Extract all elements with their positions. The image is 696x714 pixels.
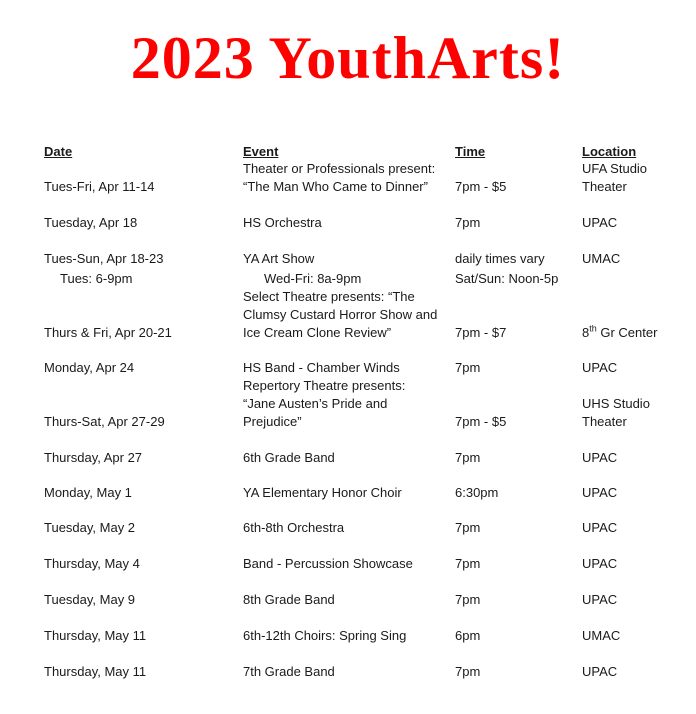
row-date: Thurs-Sat, Apr 27-29 — [44, 414, 165, 429]
row-time: 7pm — [455, 360, 481, 375]
row-event: Band - Percussion Showcase — [243, 556, 413, 571]
row-date: Tuesday, May 2 — [44, 520, 136, 535]
row-location: UMAC — [582, 251, 621, 266]
row-date: Tuesday, May 9 — [44, 592, 136, 607]
row-location: UPAC — [582, 520, 618, 535]
row-date: Tues-Fri, Apr 11-14 — [44, 179, 155, 194]
row-location: UPAC — [582, 592, 618, 607]
row-event: YA Elementary Honor Choir — [243, 485, 402, 500]
row-location: UPAC — [582, 485, 618, 500]
row-event: “The Man Who Came to Dinner” — [243, 179, 428, 194]
header-location: Location — [582, 144, 637, 159]
row-location: UPAC — [582, 664, 618, 679]
row-time: 7pm — [455, 664, 481, 679]
row-date: Thursday, May 11 — [44, 664, 147, 679]
row-event: Wed-Fri: 8a-9pm — [264, 271, 362, 286]
row-date: Tues-Sun, Apr 18-23 — [44, 251, 164, 266]
row-location: UPAC — [582, 215, 618, 230]
row-time: 7pm - $5 — [455, 179, 507, 194]
header-date: Date — [44, 144, 73, 159]
row-event: Prejudice” — [243, 414, 302, 429]
row-time: 7pm — [455, 215, 481, 230]
row-event: “Jane Austen’s Pride and — [243, 396, 388, 411]
row-time: 7pm - $7 — [455, 325, 507, 340]
row-location: Theater — [582, 414, 627, 429]
row-event: 6th-8th Orchestra — [243, 520, 345, 535]
location-ordinal: 8 — [582, 325, 590, 340]
row-time: 7pm - $5 — [455, 414, 507, 429]
row-date: Thurs & Fri, Apr 20-21 — [44, 325, 172, 340]
location-rest: Gr Center — [596, 325, 658, 340]
row-date: Thursday, Apr 27 — [44, 450, 143, 465]
row-event: HS Band - Chamber Winds — [243, 360, 400, 375]
row-date: Tuesday, Apr 18 — [44, 215, 138, 230]
row-date: Thursday, May 4 — [44, 556, 140, 571]
row-location — [582, 324, 657, 342]
row-event: Clumsy Custard Horror Show and — [243, 307, 438, 322]
row-date: Tues: 6-9pm — [60, 271, 133, 286]
ordinal-suffix: th — [589, 323, 597, 334]
header-event: Event — [243, 144, 279, 159]
row-event: HS Orchestra — [243, 215, 322, 230]
row-event: YA Art Show — [243, 251, 315, 266]
row-event: Theater or Professionals present: — [243, 161, 436, 176]
row-event: Select Theatre presents: “The — [243, 289, 415, 304]
row-location: Theater — [582, 179, 627, 194]
row-time: daily times vary — [455, 251, 545, 266]
row-location: UPAC — [582, 450, 618, 465]
row-time: Sat/Sun: Noon-5p — [455, 271, 559, 286]
row-location: UMAC — [582, 628, 621, 643]
row-time: 7pm — [455, 450, 481, 465]
page-title: 2023 YouthArts! — [130, 25, 566, 91]
row-event: 8th Grade Band — [243, 592, 335, 607]
row-event: 6th Grade Band — [243, 450, 335, 465]
row-event: Repertory Theatre presents: — [243, 378, 406, 393]
row-location: UHS Studio — [582, 396, 650, 411]
row-time: 6pm — [455, 628, 481, 643]
row-time: 7pm — [455, 592, 481, 607]
row-location: UFA Studio — [582, 161, 648, 176]
row-event: 6th-12th Choirs: Spring Sing — [243, 628, 407, 643]
row-date: Thursday, May 11 — [44, 628, 147, 643]
row-event: Ice Cream Clone Review” — [243, 325, 392, 340]
row-event: 7th Grade Band — [243, 664, 335, 679]
row-time: 7pm — [455, 520, 481, 535]
row-location: UPAC — [582, 556, 618, 571]
header-time: Time — [455, 144, 486, 159]
row-location: UPAC — [582, 360, 618, 375]
row-date: Monday, Apr 24 — [44, 360, 135, 375]
row-time: 6:30pm — [455, 485, 499, 500]
row-date: Monday, May 1 — [44, 485, 132, 500]
row-time: 7pm — [455, 556, 481, 571]
